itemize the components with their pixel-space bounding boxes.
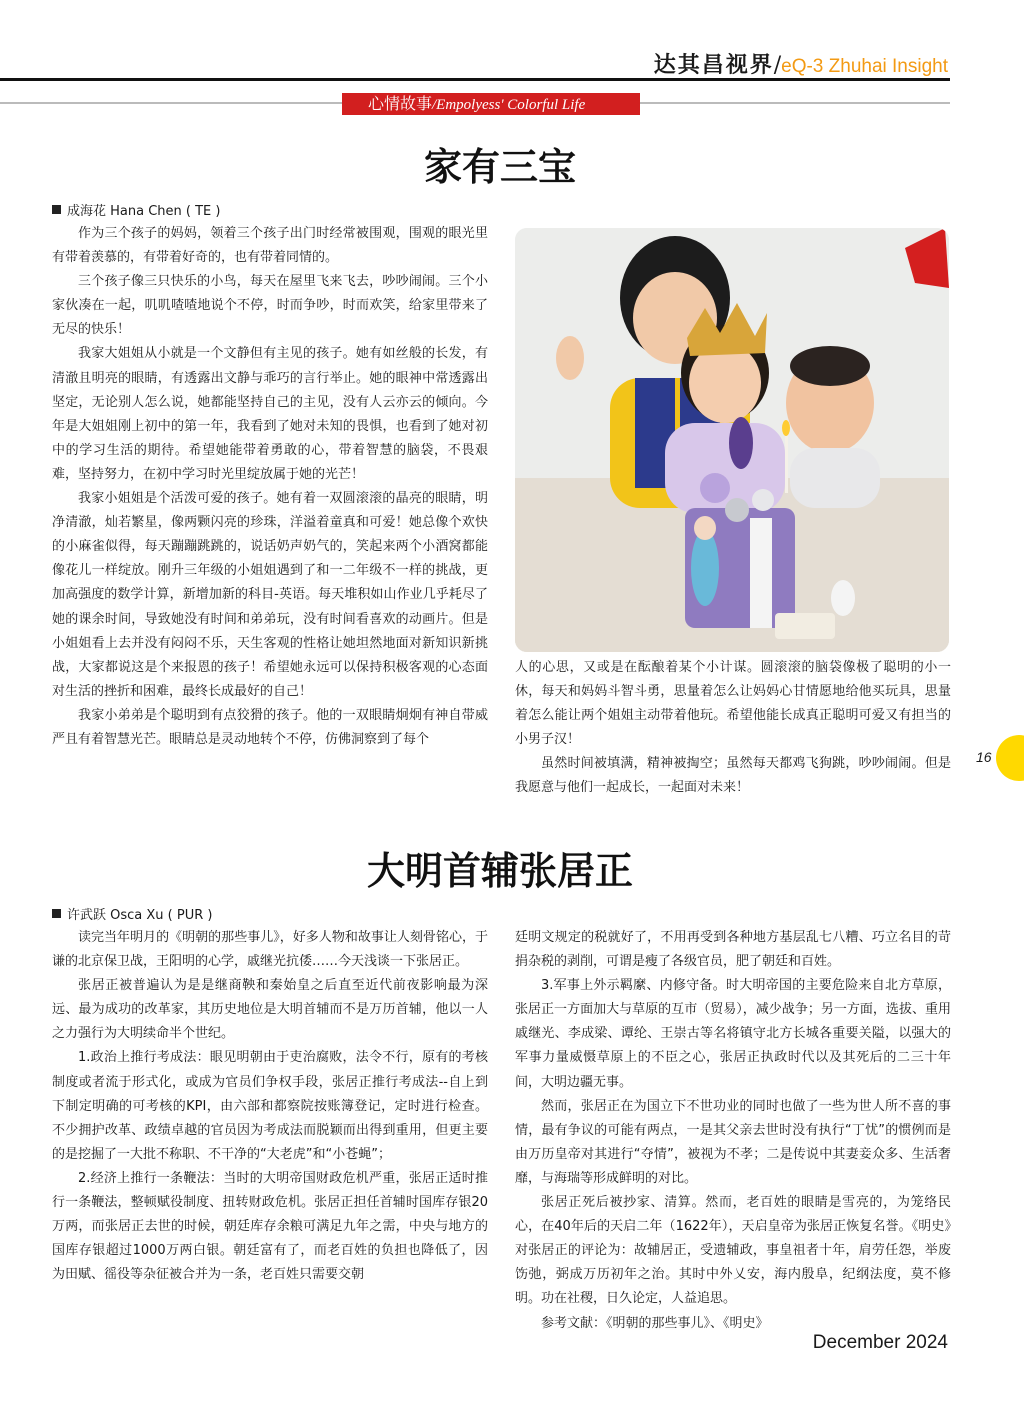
article1-author: 成海花 Hana Chen ( TE ) — [67, 204, 221, 219]
article1-paragraph: 我家小姐姐是个活泼可爱的孩子。她有着一双圆滚滚的晶亮的眼睛，明净清澈，灿若繁星，像两颗闪亮的珍珠，洋溢着童真和可爱！她总像个欢快的小麻雀似得，每天蹦蹦跳跳的，说话奶声奶气的，笑起来两个小酒窝都能像花儿一样绽放。刚升三年级的小姐姐遇到了和一二年级不一样的挑战，更加高强度的数学计算，新增加新的科目-英语。每天堆积如山作业几乎耗尽了她的课余时间，导致她没有时间和弟弟玩，没有时间看喜欢的动画片。但是小姐姐看上去并没有闷闷不乐，天生客观的性格让她坦然地面对新知识新挑战，大家都说这是个来报恩的孩子！希望她永远可以保持积极客观的心态面对生活的挫折和困难，最终长成最好的自己！ — [52, 491, 488, 699]
byline-square-icon — [52, 909, 61, 918]
article2-paragraph: 1.政治上推行考成法：眼见明朝由于吏治腐败，法令不行，原有的考核制度或者流于形式化，或成为官员们争权手段，张居正推行考成法--自上到下制定明确的可考核的KPI，由六部和都察院按账簿登记，定时进行检查。不少拥护改革、政绩卓越的官员因为考成法而脱颖而出得到重用，但更主要的是挖掘了一大批不称职、不干净的“大老虎”和“小苍蝇”； — [52, 1050, 488, 1162]
top-rule — [0, 78, 950, 81]
section-tag-en: /Empolyess' Colorful Life — [432, 97, 586, 113]
photo-illustration — [515, 228, 949, 652]
article1-paragraph: 三个孩子像三只快乐的小鸟，每天在屋里飞来飞去，吵吵闹闹。三个小家伙凑在一起，叽叽喳喳地说个不停，时而争吵，时而欢笑，给家里带来了无尽的快乐！ — [52, 274, 488, 338]
article2-title: 大明首辅张居正 — [366, 848, 633, 893]
article1-paragraph: 我家大姐姐从小就是一个文静但有主见的孩子。她有如丝般的长发，有清澈且明亮的眼睛，有透露出文静与乖巧的言行举止。她的眼神中常透露出坚定，无论别人怎么说，她都能坚持自己的主见，没有人云亦云的倾向。今年是大姐姐刚上初中的第一年，我看到了她对未知的畏惧，也看到了她对初中的学习生活的期待。希望她能带着勇敢的心，带着智慧的脑袋，不畏艰难，坚持努力，在初中学习时光里绽放属于她的光芒！ — [52, 346, 488, 482]
article1-column-left — [52, 222, 488, 752]
article2-byline — [52, 904, 212, 923]
article2-paragraph: 廷明文规定的税就好了，不用再受到各种地方基层乱七八糟、巧立名目的苛捐杂税的剥削，可谓是瘦了各级官员，肥了朝廷和百姓。 — [515, 930, 951, 970]
article2-author: 许武跃 Osca Xu ( PUR ) — [67, 908, 213, 923]
article2-paragraph: 参考文献：《明朝的那些事儿》、《明史》 — [541, 1315, 769, 1331]
masthead-en: eQ-3 Zhuhai Insight — [781, 56, 948, 77]
article2-paragraph: 张居正死后被抄家、清算。然而，老百姓的眼睛是雪亮的，为笼络民心，在40年后的天启二年（1622年），天启皇帝为张居正恢复名誉。《明史》对张居正的评论为：故辅居正，受遗辅政，事皇祖者十年，肩劳任怨，举废饬弛，弼成万历初年之治。其时中外乂安，海内殷阜，纪纲法度，莫不修明。功在社稷，日久论定，人益追思。 — [515, 1195, 951, 1307]
article2-paragraph: 然而，张居正在为国立下不世功业的同时也做了一些为世人所不喜的事情，最有争议的可能有两点，一是其父亲去世时没有执行“丁忧”的惯例而是由万历皇帝对其进行“夺情”，被视为不孝；二是传说中其妻妾众多、生活奢靡，与海瑞等形成鲜明的对比。 — [515, 1098, 951, 1186]
article1-title: 家有三宝 — [423, 144, 576, 189]
article1-column-right — [515, 656, 951, 801]
masthead-cn: 达其昌视界 — [653, 52, 774, 78]
byline-square-icon — [52, 205, 61, 214]
article2-column-left — [52, 926, 488, 1287]
article1-paragraph: 虽然时间被填满，精神被掏空；虽然每天都鸡飞狗跳，吵吵闹闹。但是我愿意与他们一起成长，一起面对未来！ — [515, 756, 951, 796]
section-tag — [342, 93, 640, 115]
article1-byline — [52, 200, 220, 219]
article1-paragraph: 人的心思，又或是在酝酿着某个小计谋。圆滚滚的脑袋像极了聪明的小一休，每天和妈妈斗智斗勇，思量着怎么让妈妈心甘情愿地给他买玩具，思量着怎么能让两个姐姐主动带着他玩。希望他能长成真正聪明可爱又有担当的小男子汉！ — [515, 660, 951, 748]
article1-paragraph: 我家小弟弟是个聪明到有点狡猾的孩子。他的一双眼睛炯炯有神自带威严且有着智慧光芒。眼睛总是灵动地转个不停，仿佛洞察到了每个 — [52, 707, 488, 747]
masthead — [654, 48, 948, 79]
page-number: 16 — [976, 749, 992, 765]
article2-paragraph: 3.军事上外示羁縻、内修守备。时大明帝国的主要危险来自北方草原，张居正一方面加大与草原的互市（贸易），减少战争；另一方面，选拔、重用戚继光、李成梁、谭纶、王崇古等名将镇守北方长城各重要关隘，以强大的军事力量威慑草原上的不臣之心，张居正执政时代以及其死后的二三十年间，大明边疆无事。 — [515, 978, 951, 1090]
article2-column-right — [515, 926, 951, 1336]
page-tab-marker — [996, 735, 1024, 781]
masthead-separator: / — [773, 53, 782, 78]
article2-paragraph: 读完当年明月的《明朝的那些事儿》，好多人物和故事让人刻骨铭心，于谦的北京保卫战，王阳明的心学，戚继光抗倭……今天浅谈一下张居正。 — [52, 930, 488, 970]
article2-paragraph: 2.经济上推行一条鞭法：当时的大明帝国财政危机严重，张居正适时推行一条鞭法，整顿赋役制度、扭转财政危机。张居正担任首辅时国库存银20万两，而张居正去世的时候，朝廷库存余粮可满足九年之需，中央与地方的国库存银超过1000万两白银。朝廷富有了，而老百姓的负担也降低了，因为田赋、徭役等杂征被合并为一条，老百姓只需要交朝 — [52, 1170, 488, 1283]
article1-paragraph: 作为三个孩子的妈妈，领着三个孩子出门时经常被围观，围观的眼光里有带着羡慕的，有带着好奇的，也有带着同情的。 — [52, 226, 488, 266]
article2-paragraph: 张居正被普遍认为是是继商鞅和秦始皇之后直至近代前夜影响最为深远、最为成功的改革家，其历史地位是大明首辅而不是万历首辅，他以一人之力强行为大明续命半个世纪。 — [52, 978, 488, 1042]
issue-date: December 2024 — [812, 1332, 948, 1353]
family-birthday-photo — [515, 228, 949, 652]
section-tag-cn: 心情故事 — [368, 94, 433, 113]
